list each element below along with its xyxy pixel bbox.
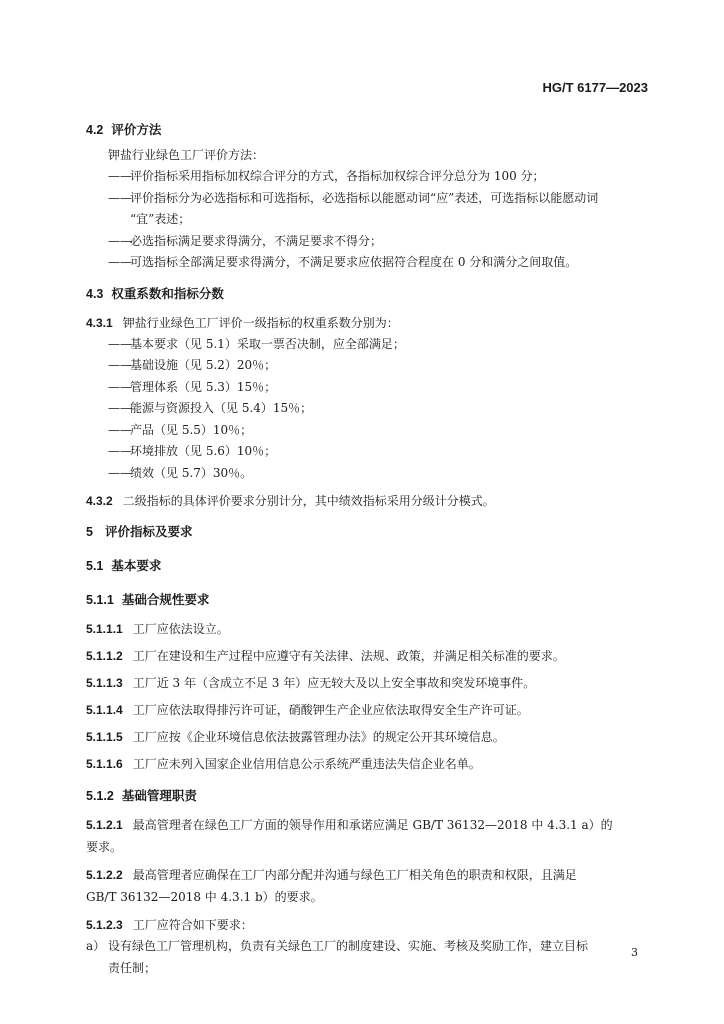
clause-4-3-2: 4.3.2 二级指标的具体评价要求分别计分，其中绩效指标采用分级计分模式。 <box>86 494 495 508</box>
list-item: ——评价指标采用指标加权综合评分的方式，各指标加权综合评分总分为 100 分； <box>108 169 545 183</box>
list-item: ——绩效（见 5.7）30％。 <box>108 465 253 480</box>
clause: 5.1.1.3 工厂近 3 年（含成立不足 3 年）应无较大及以上安全事故和突发环境事件。 <box>86 676 536 690</box>
list-item: ——必选指标满足要求得满分，不满足要求不得分； <box>108 233 383 248</box>
heading-4-3: 4.3 权重系数和指标分数 <box>86 286 224 301</box>
list-item: ——产品（见 5.5）10％； <box>108 422 253 437</box>
clause-continuation: 要求。 <box>86 840 123 854</box>
clause-4-3-1: 4.3.1 钾盐行业绿色工厂评价一级指标的权重系数分别为： <box>86 315 399 330</box>
list-item: ——管理体系（见 5.3）15％； <box>108 379 277 394</box>
list-item: ——环境排放（见 5.6）10％； <box>108 444 277 458</box>
document-body <box>86 120 648 979</box>
clause-continuation: GB/T 36132—2018 中 4.3.1 b）的要求。 <box>86 890 323 904</box>
clause-5-1-2-1: 5.1.2.1 最高管理者在绿色工厂方面的领导作用和承诺应满足 GB/T 36132—2018 中 4.3.1 a）的 <box>86 818 613 832</box>
list-item: ——基础设施（见 5.2）20％； <box>108 358 277 372</box>
heading-4-2 <box>86 120 648 138</box>
clause: 5.1.1.6 工厂应未列入国家企业信用信息公示系统严重违法失信企业名单。 <box>86 757 481 771</box>
clause: 5.1.1.1 工厂应依法设立。 <box>86 622 229 636</box>
heading-5-1: 5.1 基本要求 <box>86 559 162 573</box>
clause-5-1-2-3: 5.1.2.3 工厂应符合如下要求： <box>86 918 253 932</box>
list-item: ——基本要求（见 5.1）采取一票否决制，应全部满足； <box>108 336 405 351</box>
list-item-continuation: 责任制； <box>108 960 157 975</box>
clause: 5.1.1.5 工厂应按《企业环境信息依法披露管理办法》的规定公开其环境信息。 <box>86 730 505 744</box>
page-number: 3 <box>631 946 638 959</box>
list-item: ——可选指标全部满足要求得满分，不满足要求应依据符合程度在 0 分和满分之间取值。 <box>108 255 578 269</box>
list-item: ——评价指标分为必选指标和可选指标，必选指标以能愿动词“应”表述，可选指标以能愿动词 <box>108 190 599 205</box>
list-item: ——能源与资源投入（见 5.4）15％； <box>108 401 313 415</box>
heading-5: 5 评价指标及要求 <box>86 525 193 539</box>
clause: 5.1.1.2 工厂在建设和生产过程中应遵守有关法律、法规、政策，并满足相关标准的要求。 <box>86 649 565 663</box>
paragraph-intro: 钾盐行业绿色工厂评价方法： <box>108 148 265 162</box>
heading-5-1-1: 5.1.1 基础合规性要求 <box>86 593 210 607</box>
heading-number: 4.2 <box>86 123 104 137</box>
clause: 5.1.1.4 工厂应依法取得排污许可证，硝酸钾生产企业应依法取得安全生产许可证。 <box>86 703 529 717</box>
standard-code: HG/T 6177—2023 <box>542 80 648 95</box>
list-item: a） 设有绿色工厂管理机构，负责有关绿色工厂的制度建设、实施、考核及奖励工作，建立目标 <box>86 939 589 953</box>
list-item-continuation: “宜”表述； <box>130 212 191 226</box>
clause-5-1-2-2: 5.1.2.2 最高管理者应确保在工厂内部分配并沟通与绿色工厂相关角色的职责和权限，且满足 <box>86 868 577 882</box>
heading-title: 评价方法 <box>111 123 162 137</box>
heading-5-1-2: 5.1.2 基础管理职责 <box>86 789 197 803</box>
